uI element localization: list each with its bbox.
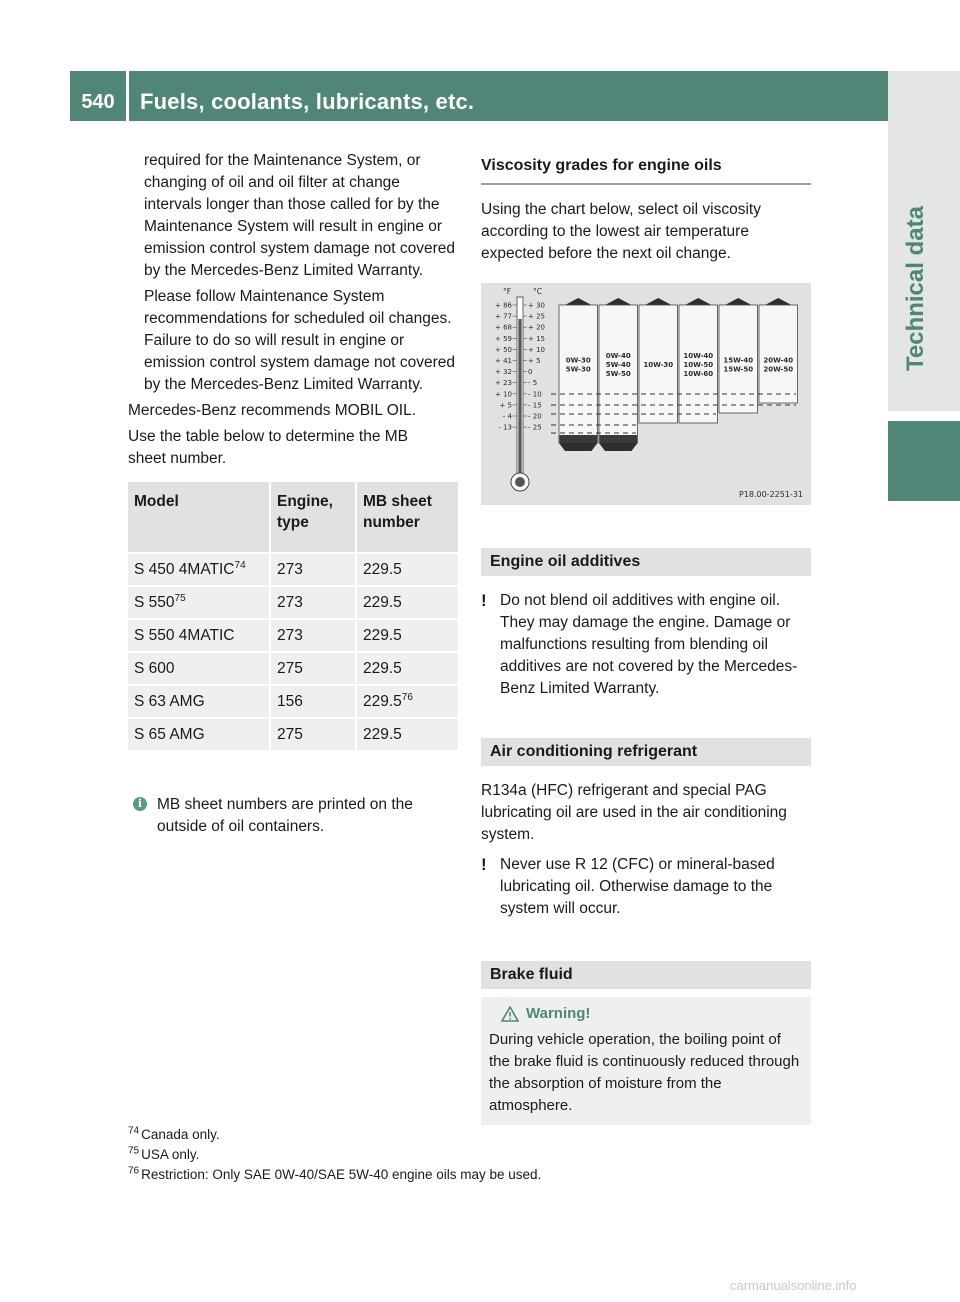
info-icon: i <box>133 797 147 811</box>
model-cell-text: S 63 AMG <box>134 692 205 710</box>
viscosity-column-bottom <box>599 443 638 451</box>
caution-icon: ! <box>481 855 487 874</box>
model-cell-text: S 600 <box>134 659 175 677</box>
viscosity-grade-label: 20W-50 <box>763 365 794 374</box>
sidebar-tab <box>888 71 960 1246</box>
footnote-ref: 76 <box>401 691 413 703</box>
celsius-tick: + 10 <box>528 345 545 354</box>
fahrenheit-tick: + 23 <box>495 379 512 388</box>
sheet-cell-text: 229.5 <box>363 626 402 644</box>
paragraph-table-intro: Use the table below to determine the MB sheet number. <box>128 428 409 467</box>
additives-caution <box>481 590 811 700</box>
celsius-tick: + 15 <box>528 334 545 343</box>
mb-sheet-table <box>128 482 458 750</box>
model-cell-text: S 550 <box>134 593 175 611</box>
engine-cell-text: 273 <box>277 560 303 578</box>
model-cell <box>128 552 271 585</box>
table-row <box>128 717 458 750</box>
engine-cell <box>271 717 357 750</box>
viscosity-heading: Viscosity grades for engine oils <box>481 150 811 185</box>
footnotes <box>128 1125 541 1185</box>
table-row <box>128 552 458 585</box>
engine-cell <box>271 651 357 684</box>
viscosity-text: Using the chart below, select oil viscosity according to the lowest air temperature expected before the next oil change. <box>481 201 761 262</box>
table-header-row <box>128 482 458 552</box>
sidebar-strip <box>888 71 960 411</box>
sheet-cell <box>357 618 458 651</box>
sheet-cell <box>357 651 458 684</box>
col-header-sheet: MB sheet number <box>357 482 458 552</box>
viscosity-column-top <box>605 298 632 305</box>
fahrenheit-tick: + 86 <box>495 301 512 310</box>
watermark: carmanualsonline.info <box>730 1278 857 1293</box>
sheet-cell <box>357 717 458 750</box>
viscosity-grade-label: 10W-40 <box>683 352 714 360</box>
celsius-tick: - 5 <box>528 379 538 388</box>
header-divider <box>126 71 129 121</box>
fahrenheit-tick: + 41 <box>495 357 512 365</box>
viscosity-column-low-band <box>600 435 638 443</box>
footnote <box>128 1165 541 1185</box>
engine-cell-text: 275 <box>277 659 303 677</box>
celsius-tick: - 25 <box>528 423 542 432</box>
celsius-tick: - 10 <box>528 390 542 399</box>
model-cell-text: S 65 AMG <box>134 725 205 743</box>
ac-warning-text: Never use R 12 (CFC) or mineral-based lubricating oil. Otherwise damage to the system will occur. <box>500 856 775 917</box>
footnote-text: Canada only. <box>141 1127 220 1142</box>
footnote-text: Restriction: Only SAE 0W-40/SAE 5W-40 engine oils may be used. <box>141 1167 542 1182</box>
warning-triangle-icon <box>501 1006 519 1022</box>
footnote-number: 76 <box>128 1165 140 1177</box>
model-cell <box>128 684 271 717</box>
sheet-cell <box>357 552 458 585</box>
paragraph-mobil-oil: Mercedes-Benz recommends MOBIL OIL. <box>128 402 416 419</box>
viscosity-column <box>759 305 798 403</box>
ac-text: R134a (HFC) refrigerant and special PAG lubricating oil are used in the air conditioning system. <box>481 782 787 843</box>
model-cell <box>128 717 271 750</box>
footnote-ref: 75 <box>174 592 186 604</box>
viscosity-grade-label: 0W-30 <box>565 356 591 365</box>
col-header-model: Model <box>128 482 271 552</box>
model-cell-text: S 550 4MATIC <box>134 626 235 644</box>
engine-cell-text: 273 <box>277 626 303 644</box>
fahrenheit-tick: + 10 <box>495 390 512 399</box>
engine-cell-text: 273 <box>277 593 303 611</box>
paragraph-recommendation: Please follow Maintenance System recommendations for scheduled oil changes. Failure to do so will result in engine or emission control system damage not covered by the Mercedes-Benz Limited Warranty. <box>144 288 456 393</box>
sheet-cell <box>357 684 458 717</box>
sheet-cell-text: 229.5 <box>363 659 402 677</box>
model-cell-text: S 450 4MATIC <box>134 560 235 578</box>
right-column <box>481 150 811 1125</box>
engine-cell <box>271 618 357 651</box>
additives-heading: Engine oil additives <box>481 548 811 576</box>
caution-icon: ! <box>481 591 487 610</box>
footnote <box>128 1125 541 1145</box>
viscosity-grade-label: 15W-40 <box>723 356 754 365</box>
info-note-text: MB sheet numbers are printed on the outside of oil containers. <box>157 796 413 835</box>
fahrenheit-tick: - 13 <box>498 423 512 432</box>
viscosity-grade-label: 5W-50 <box>605 370 631 378</box>
thermometer-fill <box>518 319 521 479</box>
sidebar-label: Technical data <box>902 206 929 371</box>
ac-heading: Air conditioning refrigerant <box>481 738 811 766</box>
page-header <box>70 71 888 121</box>
warning-text: During vehicle operation, the boiling point of the brake fluid is continuously reduced through the absorption of moisture from the atmosphere. <box>489 1031 800 1114</box>
celsius-tick: 0 <box>528 368 533 377</box>
celsius-tick: + 20 <box>528 323 545 332</box>
section-title: Fuels, coolants, lubricants, etc. <box>140 89 475 114</box>
viscosity-column-top <box>685 298 712 305</box>
viscosity-column-top <box>645 298 672 305</box>
viscosity-grade-label: 5W-30 <box>565 365 591 374</box>
viscosity-column-top <box>565 298 592 305</box>
engine-cell <box>271 684 357 717</box>
warning-title <box>489 1003 803 1025</box>
viscosity-column-top <box>725 298 752 305</box>
engine-cell-text: 156 <box>277 692 303 710</box>
table-row <box>128 585 458 618</box>
left-column <box>128 150 458 838</box>
footnote <box>128 1145 541 1165</box>
sheet-cell-text: 229.5 <box>363 593 402 611</box>
fahrenheit-tick: + 32 <box>495 368 512 377</box>
viscosity-chart-graphic <box>481 283 811 505</box>
page-number: 540 <box>81 91 115 113</box>
sheet-cell-text: 229.5 <box>363 692 402 710</box>
engine-cell <box>271 552 357 585</box>
table-row <box>128 618 458 651</box>
sheet-cell <box>357 585 458 618</box>
brake-warning-box <box>481 997 811 1125</box>
engine-cell-text: 275 <box>277 725 303 743</box>
table-row <box>128 651 458 684</box>
fahrenheit-tick: + 68 <box>495 323 512 332</box>
celsius-tick: + 30 <box>528 301 545 310</box>
viscosity-column-top <box>765 298 792 305</box>
footnote-number: 74 <box>128 1125 140 1137</box>
table-body <box>128 552 458 750</box>
figure-code: P18.00-2251-31 <box>738 490 803 499</box>
fahrenheit-tick: + 50 <box>495 345 512 354</box>
engine-cell <box>271 585 357 618</box>
viscosity-grade-label: 20W-40 <box>763 356 794 365</box>
paragraph-continued: required for the Maintenance System, or changing of oil and oil filter at change intervals longer than those called for by the Maintenance System will result in engine or emission control system damage not covered by the Mercedes-Benz Limited Warranty. <box>144 152 456 279</box>
viscosity-column-bottom <box>559 443 598 451</box>
thermometer-bulb <box>515 477 525 487</box>
sheet-cell-text: 229.5 <box>363 725 402 743</box>
fahrenheit-tick: - 4 <box>502 412 512 421</box>
celsius-tick: + 5 <box>528 357 541 365</box>
sheet-cell-text: 229.5 <box>363 560 402 578</box>
warning-title-text: Warning! <box>526 1005 591 1022</box>
viscosity-column-low-band <box>560 435 598 443</box>
model-cell <box>128 585 271 618</box>
viscosity-column <box>559 305 598 443</box>
viscosity-grade-label: 15W-50 <box>723 365 754 374</box>
viscosity-chart <box>481 283 811 505</box>
footnote-number: 75 <box>128 1145 140 1157</box>
viscosity-grade-label: 10W-30 <box>643 361 674 369</box>
additives-text: Do not blend oil additives with engine oil. They may damage the engine. Damage or malfunctions resulting from blending oil additives are not covered by the Mercedes-Benz Limited Warranty. <box>500 592 798 697</box>
celsius-tick: - 20 <box>528 412 542 421</box>
fahrenheit-tick: + 5 <box>499 401 512 410</box>
sidebar-marker <box>888 421 960 501</box>
unit-fahrenheit: °F <box>503 287 512 296</box>
fahrenheit-tick: + 59 <box>495 334 512 343</box>
viscosity-grade-label: 10W-50 <box>683 361 714 369</box>
viscosity-grade-label: 10W-60 <box>683 370 714 378</box>
viscosity-grade-label: 5W-40 <box>605 361 631 369</box>
info-note <box>128 794 458 838</box>
col-header-engine: Engine, type <box>271 482 357 552</box>
brake-heading: Brake fluid <box>481 961 811 989</box>
fahrenheit-tick: + 77 <box>495 312 512 321</box>
table-row <box>128 684 458 717</box>
viscosity-grade-label: 0W-40 <box>605 352 631 360</box>
ac-caution <box>481 854 811 920</box>
footnote-text: USA only. <box>141 1147 200 1162</box>
model-cell <box>128 618 271 651</box>
model-cell <box>128 651 271 684</box>
footnote-ref: 74 <box>234 559 246 571</box>
celsius-tick: - 15 <box>528 401 542 410</box>
celsius-tick: + 25 <box>528 312 545 321</box>
unit-celsius: °C <box>533 287 542 296</box>
